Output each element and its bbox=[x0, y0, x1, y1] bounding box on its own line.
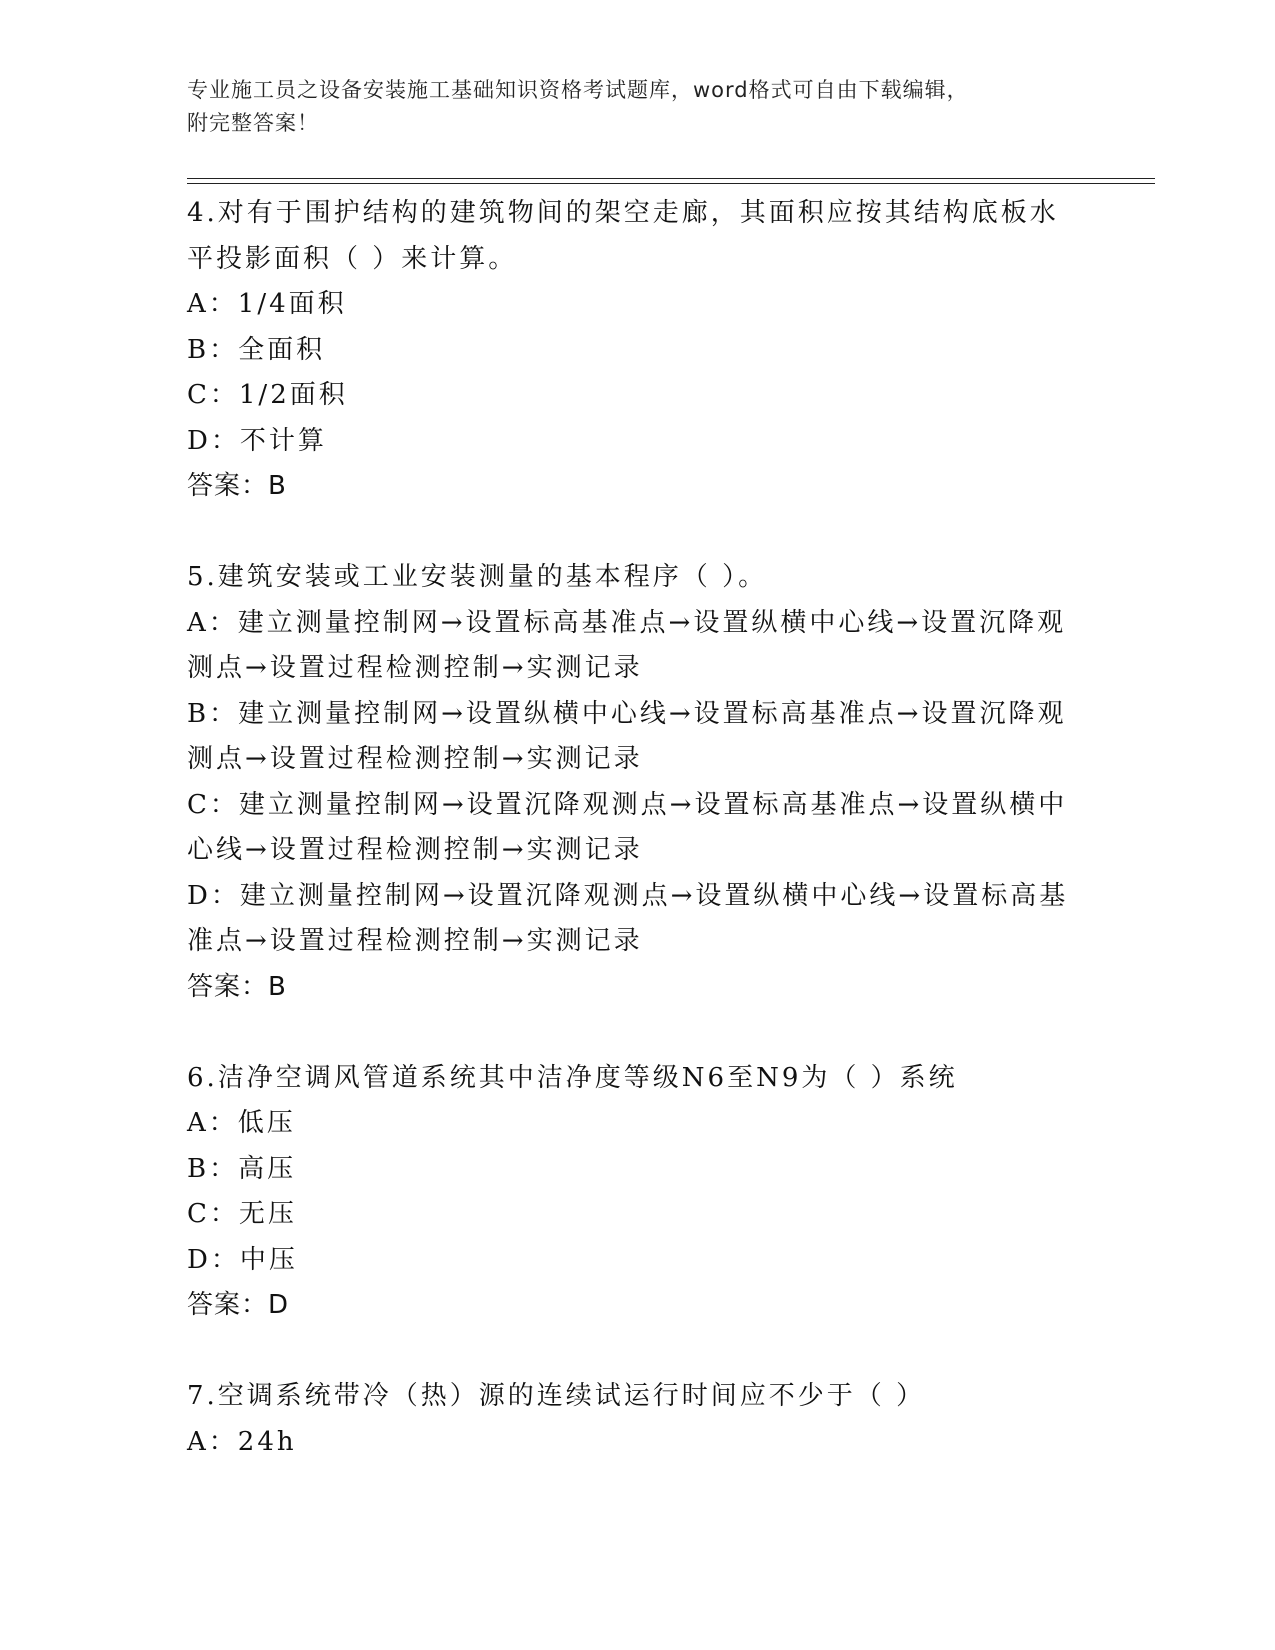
option-c: C：无压 bbox=[187, 1199, 297, 1229]
question-stem-line: 5.建筑安装或工业安装测量的基本程序（ ）。 bbox=[187, 562, 768, 592]
question-4 bbox=[187, 191, 1087, 510]
question-stem-line: 7.空调系统带冷（热）源的连续试运行时间应不少于（ ） bbox=[187, 1381, 926, 1411]
option-c-continued: 心线→设置过程检测控制→实测记录 bbox=[187, 835, 643, 865]
spacer bbox=[187, 1010, 1087, 1056]
header-divider-bottom bbox=[187, 183, 1155, 184]
option-a: A：24h bbox=[187, 1426, 297, 1457]
answer: 答案：D bbox=[187, 1290, 290, 1320]
option-a-continued: 测点→设置过程检测控制→实测记录 bbox=[187, 653, 643, 683]
question-list bbox=[187, 191, 1087, 1465]
header-line-2: 附完整答案！ bbox=[187, 111, 319, 135]
option-b-continued: 测点→设置过程检测控制→实测记录 bbox=[187, 744, 643, 774]
option-a: A：1/4面积 bbox=[187, 289, 347, 319]
answer: 答案：B bbox=[187, 471, 287, 501]
option-b: B：全面积 bbox=[187, 334, 326, 365]
option-d: D：中压 bbox=[187, 1244, 298, 1275]
option-d-continued: 准点→设置过程检测控制→实测记录 bbox=[187, 926, 643, 956]
spacer bbox=[187, 510, 1087, 556]
option-d: D：不计算 bbox=[187, 425, 327, 456]
question-7 bbox=[187, 1374, 1087, 1465]
option-d: D：建立测量控制网→设置沉降观测点→设置纵横中心线→设置标高基 bbox=[187, 880, 1069, 911]
option-b: B：建立测量控制网→设置纵横中心线→设置标高基准点→设置沉降观 bbox=[187, 698, 1067, 729]
document-header bbox=[187, 74, 1067, 140]
option-a: A：建立测量控制网→设置标高基准点→设置纵横中心线→设置沉降观 bbox=[187, 607, 1067, 638]
option-a: A：低压 bbox=[187, 1108, 296, 1138]
question-stem-line: 平投影面积（ ）来计算。 bbox=[187, 243, 518, 274]
header-line-1: 专业施工员之设备安装施工基础知识资格考试题库，word格式可自由下载编辑， bbox=[187, 78, 969, 102]
option-b: B：高压 bbox=[187, 1153, 297, 1184]
option-c: C：1/2面积 bbox=[187, 380, 348, 410]
answer: 答案：B bbox=[187, 971, 287, 1002]
question-stem-line: 4.对有于围护结构的建筑物间的架空走廊，其面积应按其结构底板水 bbox=[187, 198, 1059, 228]
question-6 bbox=[187, 1056, 1087, 1329]
header-divider-top bbox=[187, 178, 1155, 179]
spacer bbox=[187, 1329, 1087, 1375]
option-c: C：建立测量控制网→设置沉降观测点→设置标高基准点→设置纵横中 bbox=[187, 789, 1068, 820]
question-stem-line: 6.洁净空调风管道系统其中洁净度等级N6至N9为（ ）系统 bbox=[187, 1062, 958, 1093]
question-5 bbox=[187, 555, 1087, 1010]
